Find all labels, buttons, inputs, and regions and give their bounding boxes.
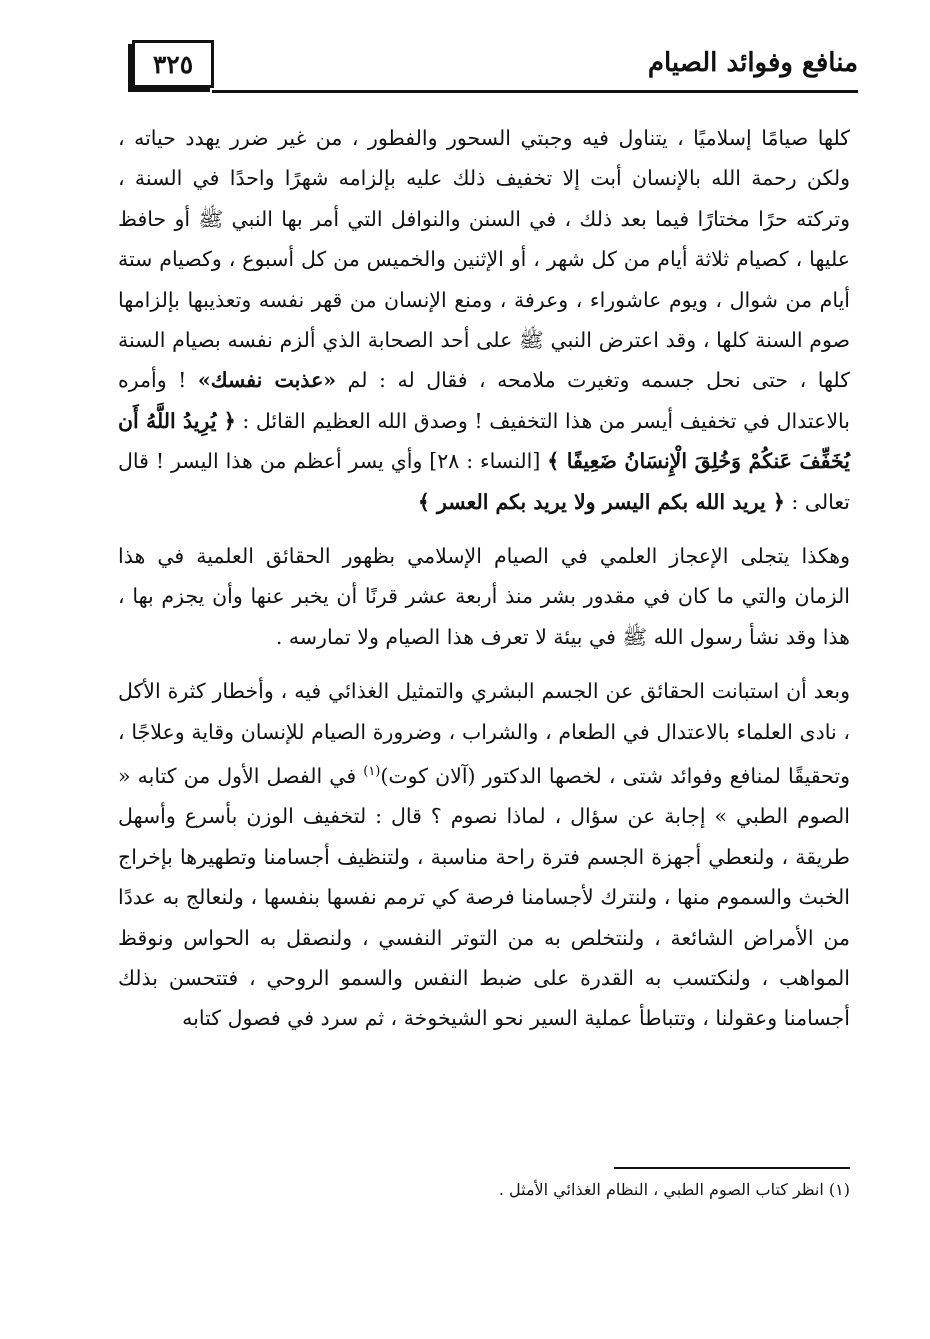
footnote-rule [614,1167,850,1169]
running-title: منافع وفوائد الصيام [647,48,858,78]
paragraph-3 [118,671,850,1038]
page-header [122,38,858,98]
footnote-reference: (١) [363,764,381,780]
paragraph-1 [118,118,850,522]
quran-verse-2: ﴿ يريد الله بكم اليسر ولا يريد بكم العسر ﴾ [417,489,785,514]
paragraph-1-text-c: [النساء : ٢٨] وأي يسر أعظم من هذا اليسر ! قال تعالى : [118,449,850,514]
header-rule [212,90,858,93]
page-number: ٣٢٥ [132,40,214,88]
paragraph-1-text-b: ! وأمره بالاعتدال في تخفيف أيسر من هذا التخفيف ! وصدق الله العظيم القائل : [118,368,850,433]
paragraph-2: وهكذا يتجلى الإعجاز العلمي في الصيام الإسلامي بظهور الحقائق العلمية في هذا الزمان والتي ما كان في مقدور بشر منذ أربعة عشر قرنًا أن يخبر عنها وأن يجزم بها ، هذا وقد نشأ رسول الله ﷺ في بيئة لا تعرف هذا الصيام ولا تمارسه . [118,544,850,649]
quran-verse-1: ﴿ يُرِيدُ اللَّهُ أَن يُخَفِّفَ عَنكُمْ وَخُلِقَ الْإِنسَانُ ضَعِيفًا ﴾ [118,408,850,474]
footnote: (١) انظر كتاب الصوم الطبي ، النظام الغذائي الأمثل . [498,1180,850,1199]
paragraph-1-text-a: كلها صيامًا إسلاميًا ، يتناول فيه وجبتي السحور والفطور ، من غير ضرر يهدد حياته ، ولكن رحمة الله بالإنسان أبت إلا تخفيف ذلك عليه بإلزامه شهرًا واحدًا في السنة ، وتركته حرًا مختارًا فيما بعد ذلك ، في السنن والنوافل التي أمر بها النبي ﷺ أو حافظ عليها ، كصيام ثلاثة أيام من كل شهر ، أو الإثنين والخميس من كل أسبوع ، وكصيام ستة أيام من شوال ، ويوم عاشوراء ، وعرفة ، ومنع الإنسان من قهر نفسه وتعذيبها بإلزامها صوم السنة كلها ، وقد اعترض النبي ﷺ على أحد الصحابة الذي ألزم نفسه بصيام السنة كلها ، حتى نحل جسمه وتغيرت ملامحه ، فقال له : لم [118,126,850,393]
main-text [118,118,850,1039]
hadith-quote: «عذبت نفسك» [197,368,337,393]
paragraph-3-text-b: في الفصل الأول من كتابه « الصوم الطبي » إجابة عن سؤال ، لماذا نصوم ؟ قال : لتخفيف الوزن بأسرع وأسهل طريقة ، ولنعطي أجهزة الجسم فترة راحة مناسبة ، ولتنظيف أجسامنا وتطهيرها بإخراج الخبث والسموم منها ، ولنترك لأجسامنا فرصة كي ترمم نفسها بنفسها ، ولنعالج به عددًا من الأمراض الشائعة ، ولنتخلص به من التوتر النفسي ، ولنصقل به الحواس ونوقظ المواهب ، ولنكتسب به القدرة على ضبط النفس والسمو الروحي ، فتتحسن بذلك أجسامنا وعقولنا ، وتتباطأ عملية السير نحو الشيخوخة ، ثم سرد في فصول كتابه [118,763,850,1031]
paragraph-3-text-a: وبعد أن استبانت الحقائق عن الجسم البشري والتمثيل الغذائي فيه ، وأخطار كثرة الأكل ، نادى العلماء بالاعتدال في الطعام ، والشراب ، وضرورة الصيام للإنسان وقاية وعلاجًا ، وتحقيقًا لمنافع وفوائد شتى ، لخصها الدكتور (آلان كوت) [118,679,851,788]
